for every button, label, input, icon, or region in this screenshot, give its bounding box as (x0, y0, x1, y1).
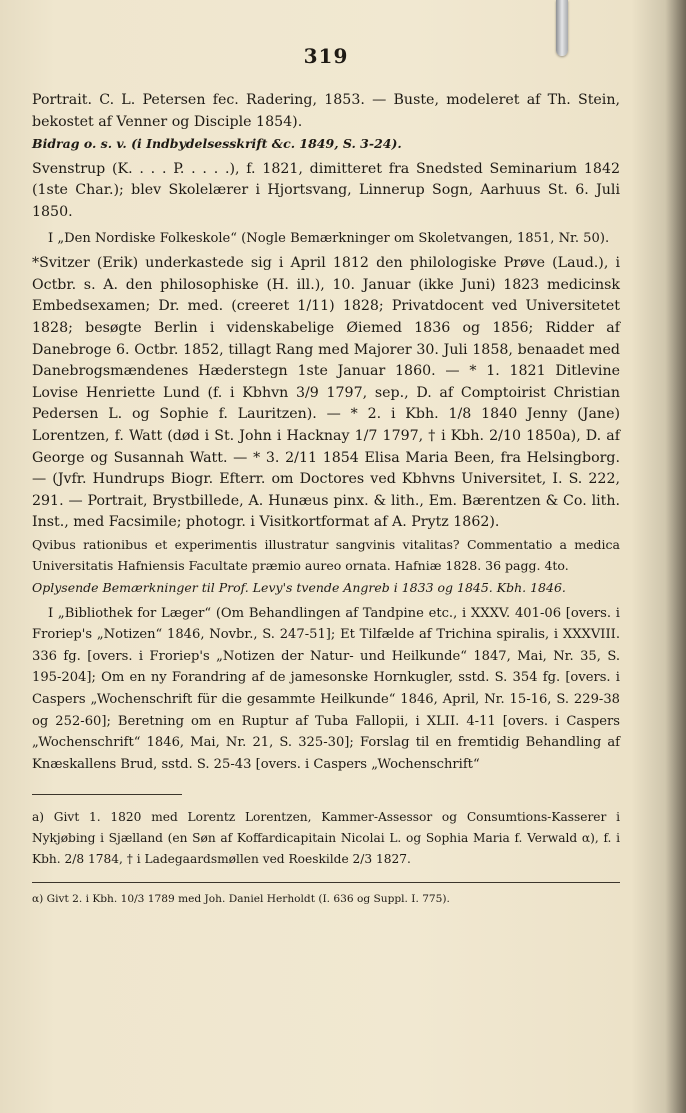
page-number: 319 (303, 44, 349, 68)
footnote-divider-secondary (32, 882, 620, 883)
entry-svitzer-qvibus: Qvibus rationibus et experimentis illustratur sangvinis vitalitas? Commentatio a medica Universitatis Hafniensis Facultate præmio aureo ornata. Hafniæ 1828. 36 pagg. 4to. (32, 536, 620, 574)
entry-svenstrup-publication: I „Den Nordiske Folkeskole“ (Nogle Bemærkninger om Skoletvangen, 1851, Nr. 50). (48, 230, 610, 246)
entry-svitzer-oplysende: Oplysende Bemærkninger til Prof. Levy's tvende Angreb i 1833 og 1845. Kbh. 1846. (32, 580, 566, 596)
entry-svitzer: *Svitzer (Erik) underkastede sig i April 1812 den philologiske Prøve (Laud.), i Octbr. s. A. den philosophiske (H. ill.), 10. Januar (ikke Juni) 1823 medicinsk Embedsexamen; Dr. med. (creeret 1/11) 1828; Privatdocent ved Universitetet 1828; besøgte Berlin i videnskabelige Øiemed 1836 og 1856; Ridder af Danebroge 6. Octbr. 1852, tillagt Rang med Majorer 30. Juli 1858, benaadet med Danebrogsmændenes Hæderstegn 1ste Januar 1860. — * 1. 1821 Ditlevine Lovise Henriette Lund (f. i Kbhvn 3/9 1797, sep., D. af Comptoirist Christian Pedersen L. og Sophie f. Lauritzen). — * 2. i Kbh. 1/8 1840 Jenny (Jane) Lorentzen, f. Watt (død i St. John i Hacknay 1/7 1797, † i Kbh. 2/10 1850a), D. af George og Susannah Watt. — * 3. 2/11 1854 Elisa Maria Been, fra Helsingborg. — (Jvfr. Hundrups Biogr. Efterr. om Doctores ved Kbhvns Universitet, I. S. 222, 291. — Portrait, Brystbillede, A. Hunæus pinx. & lith., Em. Bærentzen & Co. lith. Inst., med Facsimile; photogr. i Visitkortformat af A. Prytz 1862). (32, 255, 620, 531)
entry-portrait-line: Portrait. C. L. Petersen fec. Radering, 1853. — Buste, modeleret af Th. Stein, bekostet af Venner og Disciple 1854). (32, 92, 620, 130)
page-content (32, 40, 620, 907)
entry-bidrag-line: Bidrag o. s. v. (i Indbydelsesskrift &c. 1849, S. 3-24). (32, 136, 402, 152)
footnote-alpha: α) Givt 2. i Kbh. 10/3 1789 med Joh. Daniel Herholdt (I. 636 og Suppl. I. 775). (32, 892, 450, 905)
footnote-divider (32, 794, 182, 795)
entry-svitzer-bibliothek: I „Bibliothek for Læger“ (Om Behandlingen af Tandpine etc., i XXXV. 401-06 [overs. i Froriep's „Notizen“ 1846, Novbr., S. 247-51]; Et Tilfælde af Trichina spiralis, i XXXVIII. 336 fg. [overs. i Froriep's „Notizen der Natur- und Heilkunde“ 1847, Mai, Nr. 35, S. 195-204]; Om en ny Forandring af de jamesonske Hornkugler, sstd. S. 354 fg. [overs. i Caspers „Wochenschrift für die gesammte Heilkunde“ 1846, April, Nr. 15-16, S. 229-38 og 252-60]; Beretning om en Ruptur af Tuba Fallopii, i XLII. 4-11 [overs. i Caspers „Wochenschrift“ 1846, Mai, Nr. 21, S. 325-30]; Forslag til en fremtidig Behandling af Knæskallens Brud, sstd. S. 25-43 [overs. i Caspers „Wochenschrift“ (32, 605, 620, 772)
footnote-a: a) Givt 1. 1820 med Lorentz Lorentzen, Kammer-Assessor og Consumtions-Kasserer i Nykjøbing i Sjælland (en Søn af Koffardicapitain Nicolai L. og Sophia Maria f. Verwald α), f. i Kbh. 2/8 1784, † i Ladegaardsmøllen ved Roeskilde 2/3 1827. (32, 810, 620, 866)
entry-svenstrup: Svenstrup (K. . . . P. . . . .), f. 1821, dimitteret fra Snedsted Seminarium 1842 (1ste Char.); blev Skolelærer i Hjortsvang, Linnerup Sogn, Aarhuus St. 6. Juli 1850. (32, 160, 620, 220)
